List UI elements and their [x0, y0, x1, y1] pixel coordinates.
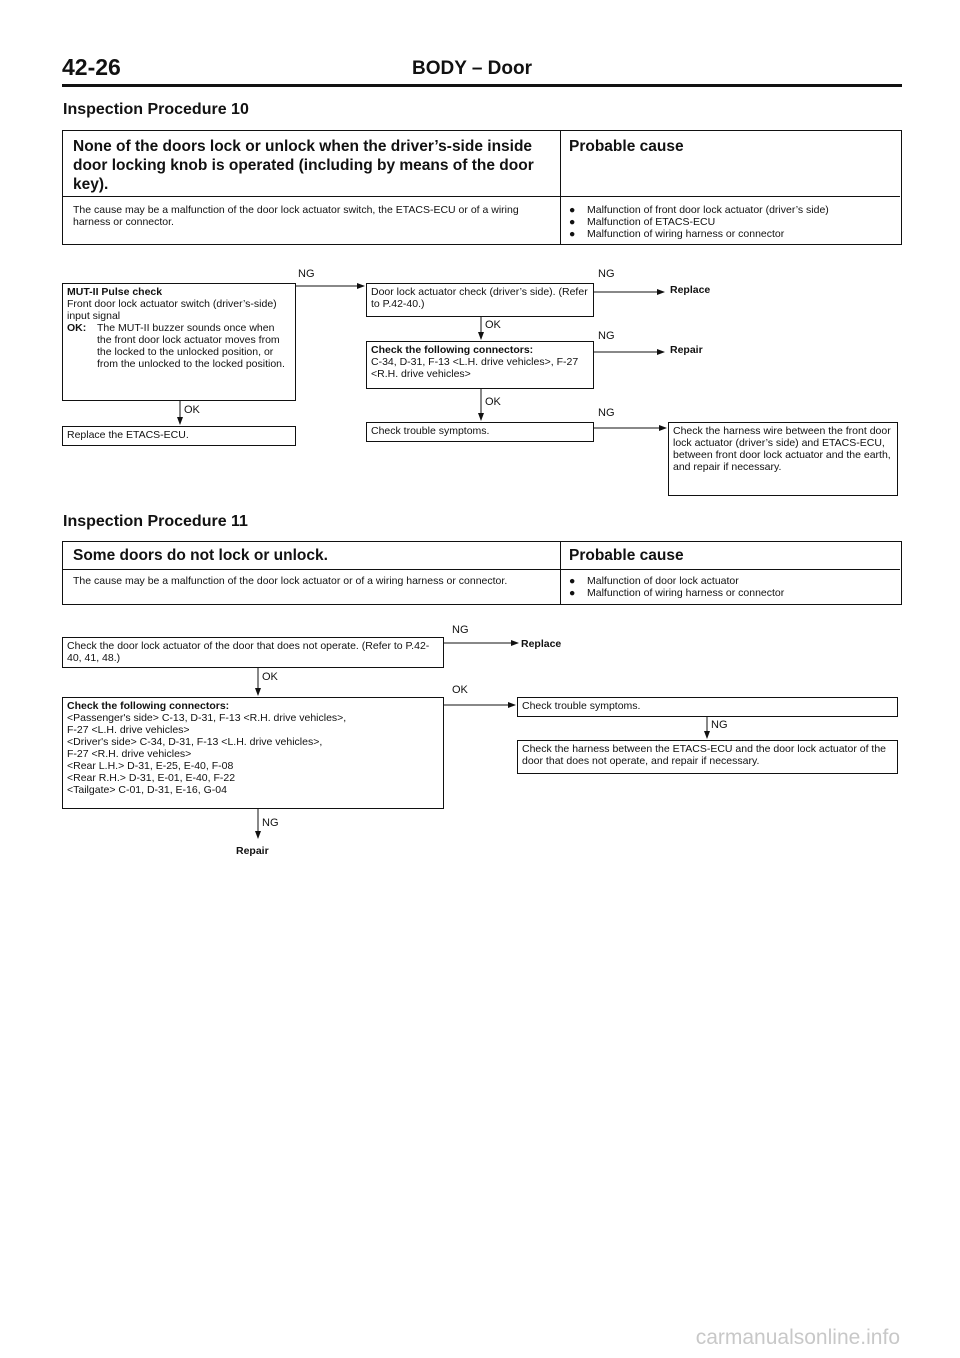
procedure-11-probable-cause-heading: Probable cause [569, 547, 684, 564]
check-harness-box: Check the harness wire between the front door lock actuator (driver’s side) and ETACS-ECU, between front door lock actuator and the earth, and repair if necessary. [668, 422, 898, 496]
result-repair: Repair [236, 845, 269, 857]
branch-ng-label: NG [598, 268, 615, 280]
procedure-10-cause-text: The cause may be a malfunction of the door lock actuator switch, the ETACS-ECU or of a wiring harness or connector. [73, 204, 519, 228]
result-repair: Repair [670, 344, 703, 356]
watermark: carmanualsonline.info [695, 1326, 900, 1349]
procedure-10-probable-cause-heading: Probable cause [569, 138, 684, 155]
branch-ok-label: OK [485, 319, 501, 331]
branch-ng-label: NG [298, 268, 315, 280]
page-number: 42-26 [62, 54, 121, 80]
section-title: BODY – Door [412, 58, 533, 79]
procedure-10-title: Inspection Procedure 10 [63, 101, 249, 118]
check-trouble-symptoms-box: Check trouble symptoms. [366, 422, 594, 442]
list-item: F-27 <R.H. drive vehicles> [67, 748, 192, 760]
replace-ecu-box: Replace the ETACS-ECU. [62, 426, 296, 446]
branch-ok-label: OK [452, 684, 468, 696]
branch-ok-label: OK [485, 396, 501, 408]
check-door-actuator-box: Check the door lock actuator of the door that does not operate. (Refer to P.42-40, 41, 48.) [62, 637, 444, 668]
result-replace: Replace [521, 638, 562, 650]
branch-ng-label: NG [598, 407, 615, 419]
check-connectors-title: Check the following connectors: [67, 700, 230, 712]
check-trouble-symptoms-box: Check trouble symptoms. [517, 697, 898, 717]
procedure-11-symptom: Some doors do not lock or unlock. [73, 547, 328, 564]
branch-ok-label: OK [184, 404, 200, 416]
check-connectors-title: Check the following connectors: [371, 344, 534, 356]
list-item: <Passenger's side> C-13, D-31, F-13 <R.H. drive vehicles>, [67, 712, 347, 724]
list-item: ● Malfunction of front door lock actuator (driver’s side) [569, 204, 829, 216]
procedure-11-title: Inspection Procedure 11 [63, 513, 248, 530]
mut-pulse-check-signal: Front door lock actuator switch (driver’s-side) input signal [67, 298, 277, 322]
procedure-10-symptom: None of the doors lock or unlock when the driver’s-side inside door locking knob is operated (including by means of the door key). [73, 138, 534, 193]
list-item: ● Malfunction of wiring harness or connector [569, 228, 785, 240]
branch-ng-label: NG [262, 817, 279, 829]
branch-ng-label: NG [711, 719, 728, 731]
list-item: ● Malfunction of ETACS-ECU [569, 216, 716, 228]
ok-criteria-label: OK: [67, 322, 87, 334]
list-item: <Driver's side> C-34, D-31, F-13 <L.H. drive vehicles>, [67, 736, 323, 748]
list-item: ● Malfunction of wiring harness or connector [569, 587, 785, 599]
procedure-11-cause-text: The cause may be a malfunction of the door lock actuator or of a wiring harness or connector. [73, 575, 508, 587]
mut-pulse-check-title: MUT-II Pulse check [67, 286, 163, 298]
list-item: ● Malfunction of door lock actuator [569, 575, 739, 587]
list-item: F-27 <L.H. drive vehicles> [67, 724, 190, 736]
check-harness-box: Check the harness between the ETACS-ECU and the door lock actuator of the door that does not operate, and repair if necessary. [517, 740, 898, 774]
ok-criteria-text: The MUT-II buzzer sounds once when the front door lock actuator moves from the locked to the unlocked position, or from the unlocked to the locked position. [97, 322, 285, 370]
branch-ng-label: NG [598, 330, 615, 342]
list-item: <Rear L.H.> D-31, E-25, E-40, F-08 [67, 760, 234, 772]
result-replace: Replace [670, 284, 711, 296]
branch-ng-label: NG [452, 624, 469, 636]
check-connectors-list: C-34, D-31, F-13 <L.H. drive vehicles>, F-27 <R.H. drive vehicles> [371, 356, 579, 380]
list-item: <Rear R.H.> D-31, E-01, E-40, F-22 [67, 772, 236, 784]
actuator-check-box: Door lock actuator check (driver’s side). (Refer to P.42-40.) [366, 283, 594, 317]
list-item: <Tailgate> C-01, D-31, E-16, G-04 [67, 784, 227, 796]
branch-ok-label: OK [262, 671, 278, 683]
